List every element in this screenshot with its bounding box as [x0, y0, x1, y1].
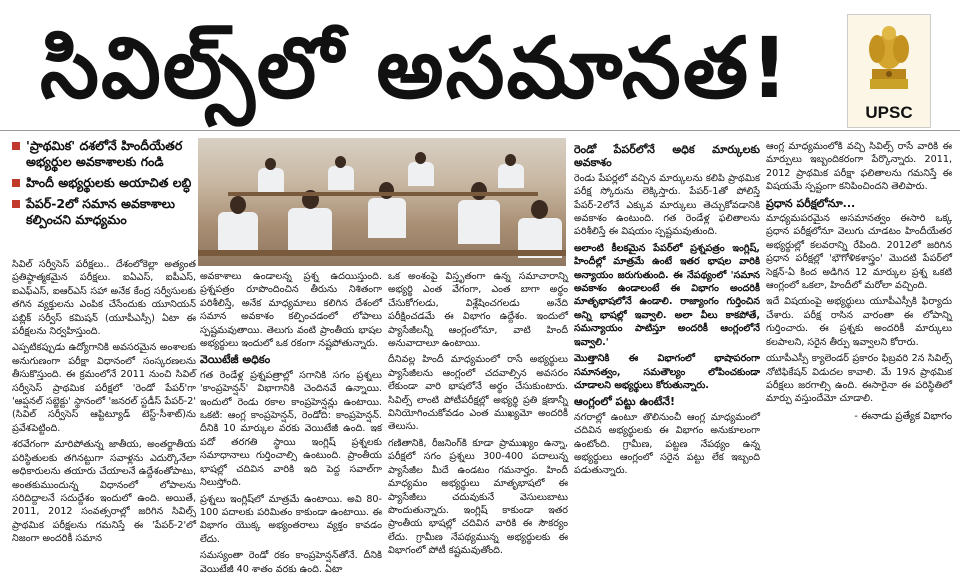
paragraph: శరవేగంగా మారిపోతున్న జాతీయ, అంతర్జాతీయ పరిస్థితులకు తగినట్టుగా సవాళ్లను ఎదుర్కొనేలా అధికారులను తయారు చేయాలనే ఉద్దేశంతోపాటు, అంతకుముందున్న విధానంలో లోపాలను సరిదిద్దాలనే సదుద్దేశం ఇందులో ఉంది. అయితే, 2011, 2012 సంవత్సరాల్లో జరిగిన సివిల్స్ ప్రాథమిక పరీక్షలను గమనిస్తే ఈ 'పేపర్-2'లో నిజంగా అందరికీ సమాన [12, 439, 196, 545]
upsc-label: UPSC [865, 103, 913, 122]
paragraph: రెండు పేపర్లలో వచ్చిన మార్కులను కలిపి ప్రాథమిక పరీక్ష స్కోరును లెక్కిస్తారు. పేపర్-1తో పోలిస్తే పేపర్-2లోనే ఎక్కువ మార్కులు తెచ్చుకోవడానికి అవకాశం ఉంటుంది. గత రెండేళ్ల ఫలితాలను పరిశీలిస్తే ఈ విషయం స్పష్టమవుతుంది. [574, 172, 760, 238]
paragraph: ఆంగ్ల మాధ్యమంలోకి వచ్చి సివిల్స్ రాసే వారికి ఈ మార్పులు ఇబ్బందికరంగా పేర్కొన్నారు. 2011, 2012 ప్రాథమిక పరీక్షా ఫలితాలను గమనిస్తే ఈ విషయమే స్పష్టంగా కనిపించిందని తెలిపారు. [766, 141, 952, 193]
highlight-item: 'ప్రాథమిక' దశలోనే హిందీయేతర అభ్యర్థుల అవకాశాలకు గండి [12, 138, 194, 170]
paragraph: సివిల్ సర్వీసెస్ పరీక్షలు.. దేశంలోకెల్లా అత్యంత ప్రతిష్ఠాత్మకమైన పరీక్షలు. ఐఏఎస్, ఐపీఎస్, ఐఎఫ్‌ఎస్, ఐఆర్‌ఎస్ సహా అనేక కేంద్ర సర్వీసులకు తగిన వ్యక్తులను ఎంపిక చేసేందుకు యూనియన్ పబ్లిక్ సర్వీస్ కమిషన్ (యూపీఎస్సీ) ఏటా ఈ పరీక్షలను నిర్వహిస్తుంది. [12, 259, 196, 338]
bullet-icon [12, 200, 20, 208]
highlights-box [12, 138, 194, 248]
paragraph: గణితానికి, రీజనింగ్‌కి కూడా ప్రాముఖ్యం ఉన్నా, పరీక్షలో సగం ప్రశ్నలు 300-400 పదాలున్న ప్యాసేజీల మీదే ఉండటం గమనార్హం. హిందీ మాధ్యమం అభ్యర్థులు మాతృభాషలో ఈ ప్యాసేజీలు చదువుకునే వెసులుబాటు పొందుతున్నారు. ఇంగ్లిష్‌ కాకుండా ఇతర ప్రాంతీయ భాషల్లో చదివిన వారికి ఈ సౌకర్యం లేదు. గ్రామీణ నేపథ్యమున్న అభ్యర్థులకు ఈ విభాగంలో పోటీ కష్టమవుతోంది. [388, 437, 568, 557]
section-subhead: ప్రధాన పరీక్షలోనూ... [766, 196, 856, 210]
bullet-icon [12, 142, 20, 150]
section-subhead: రెండో పేపర్‌లోనే అధిక మార్కులకు అవకాశం [574, 143, 760, 170]
paragraph: ఒక అంశంపై విస్తృతంగా ఉన్న సమాచారాన్ని అభ్యర్థి ఎంత వేగంగా, ఎంత బాగా అర్థం చేసుకోగలడు, విశ్లేషించగలడు అనేది పరీక్షించడమే ఈ విభాగం ఉద్దేశం. ఇందులో ప్యాసేజీలన్నీ ఆంగ్లంలోనూ, వాటి హిందీ అనువాదాలూ ఉంటాయి. [388, 271, 568, 350]
paragraph: అలాంటి కీలకమైన పేపర్‌లో ప్రశ్నపత్రం ఇంగ్లిష్, హిందీల్లో మాత్రమే ఉంటే ఇతర భాషల వారికి అన్యాయం జరుగుతుంది. ఈ నేపథ్యంలో 'సమాన అవకాశం ఉండాలంటే ఈ విభాగం అందరికీ మాతృభాషలోనే ఉండాలి. రాజ్యాంగం గుర్తించిన అన్ని భాషల్లో ఇవ్వాలి. అలా వీలు కాకపోతే, సమన్యాయం పాటిస్తూ అందరికీ ఆంగ్లంలోనే ఇవ్వాలి.' [574, 242, 760, 348]
article-column-1 [12, 258, 196, 563]
paragraph: యూపీఎస్సీ క్యాలెండర్ ప్రకారం ఫిబ్రవరి 2న సివిల్స్ నోటిఫికేషన్ విడుదల కావాలి. మే 19న ప్రాథమిక పరీక్షలు జరగాల్సి ఉంది. ఈసారైనా ఈ పరిస్థితిలో మార్పు వస్తుందేమో చూడాలి. [766, 353, 952, 405]
article-column-5 [766, 140, 952, 563]
paragraph: సమస్యంతా రెండో రకం కాంప్రహెన్షన్‌తోనే. దీనికి వెయిటేజీ 40 శాతం వరకు ఉంది. ఏటా [200, 550, 382, 575]
paragraph: ఎప్పటికప్పుడు ఉద్యోగానికి అవసరమైన అంశాలకు అనుగుణంగా పరీక్షా విధానంలో సంస్కరణలను తీసుకొస్తుంది. ఈ క్రమంలోనే 2011 నుంచి సివిల్ సర్వీసెస్ ప్రాథమిక పరీక్షలో 'రెండో పేపర్‌'గా 'ఆప్షనల్ సబ్జెక్టు' స్థానంలో 'జనరల్ స్టడీస్ పేపర్-2' (సివిల్ సర్వీసెస్ ఆప్టిట్యూడ్ టెస్ట్-సీశాట్)ను ప్రవేశపెట్టింది. [12, 342, 196, 434]
article-column-4 [574, 140, 760, 563]
paragraph: మాధ్యమపరమైన అసమానత్వం ఈసారి ఒక్క ప్రధాన పరీక్షలోనూ వెలుగు చూడటం హిందీయేతర అభ్యర్థుల్లో కలవరాన్ని రేపింది. 2012లో జరిగిన ప్రధాన పరీక్షల్లో 'భౌగోళికశాస్త్రం' మొదటి పేపర్‌లో సెక్షన్-ఏ కింద అడిగిన 12 మార్కుల ప్రశ్న ఒకటి ఆంగ్లంలో ఒకలా, హిందీలో మరోలా వచ్చింది. [766, 213, 952, 292]
paragraph: మొత్తానికి ఈ విభాగంలో భాషాపరంగా సమానత్వం, సమతౌల్యం లోపించకుండా చూడాలని అభ్యర్థులు కోరుతున్నారు. [574, 353, 760, 391]
paragraph: నగరాల్లో ఉంటూ తొలినుంచీ ఆంగ్ల మాధ్యమంలో చదివిన అభ్యర్థులకు ఈ విభాగం అనుకూలంగా ఉంటోంది. గ్రామీణ, పట్టణ నేపథ్యం ఉన్న అభ్యర్థులు ఆంగ్లంలో సరైన పట్టు లేక ఇబ్బంది పడుతున్నారు. [574, 411, 760, 477]
paragraph: ప్రశ్నలు ఇంగ్లిష్‌లో మాత్రమే ఉంటాయి. అవి 80-100 పదాలకు పరిమితం కాకుండా ఉంటాయి. ఈ విభాగం యొక్క అభ్యంతరాలు వ్యక్తం కావడం లేదు. [200, 493, 382, 545]
headline-divider [0, 130, 960, 131]
article-column-3 [388, 270, 568, 563]
bullet-icon [12, 179, 20, 187]
signoff: - ఈనాడు ప్రత్యేక విభాగం [854, 410, 952, 422]
paragraph: దీనివల్ల హిందీ మాధ్యమంలో రాసే అభ్యర్థులు ప్యాసేజీలను ఆంగ్లంలో చదవాల్సిన అవసరం లేకుండా వారి భాషలోనే అర్థం చేసుకుంటారు. సివిల్స్ లాంటి పోటీపరీక్షల్లో అభ్యర్థి ప్రతి క్షణాన్నీ వినియోగించుకోవడం ఎంత ముఖ్యమో అందరికీ తెలుసు. [388, 354, 568, 433]
section-subhead: వెయిటేజీ అధికం [200, 353, 271, 367]
section-subhead: ఆంగ్లంలో పట్టు ఉంటేనే! [574, 395, 676, 409]
paragraph: అవకాశాలు ఉండాలన్న ప్రశ్న ఉదయిస్తుంది. ప్రశ్నపత్రం రూపొందించిన తీరును నిశితంగా పరిశీలిస్తే, అనేక మాధ్యమాలు కలిగిన దేశంలో సమాన అవకాశం కల్పించడంలో లోపాలు స్పష్టమవుతాయి. తెలుగు వంటి ప్రాంతీయ భాషల అభ్యర్థులు ఇందులో ఒక రకంగా నష్టపోతున్నారు. [200, 271, 382, 350]
paragraph: ఇదే విషయంపై అభ్యర్థులు యూపీఎస్సీకి ఫిర్యాదు చేశారు. పరీక్ష రాసిన వారంతా ఈ లోపాన్ని గుర్తించారు. ఈ ప్రశ్నకు అందరికీ మార్కులు కలపాలని, సరైన తీర్పు ఇవ్వాలని కోరారు. [766, 296, 952, 348]
headline: సివిల్స్‌లో అసమానత! [40, 19, 791, 117]
paragraph: గత రెండేళ్ల ప్రశ్నపత్రాల్లో సగానికి సగం ప్రశ్నలు 'కాంప్రహెన్షన్' విభాగానికి చెందినవే ఉన్నాయి. ఇందులో రెండు రకాల కాంప్రహెన్షన్లు ఉంటాయి. ఒకటి: ఆంగ్ల కాంప్రహెన్షన్, రెండోది: కాంప్రహెన్షన్. దీనికి 10 మార్కుల వరకు వెయిటేజీ ఉంది. ఇక పదో తరగతి స్థాయి ఇంగ్లిష్ ప్రశ్నలకు సమాధానాలు గుర్తించాల్సి ఉంటుంది. ప్రాంతీయ భాషల్లో చదివిన వారికి ఇది పెద్ద సవాల్‌గా నిలుస్తోంది. [200, 369, 382, 489]
exam-hall-photo [198, 138, 566, 266]
article-column-2 [200, 270, 382, 575]
highlight-item: హిందీ అభ్యర్థులకు అయాచిత లబ్ధి [12, 175, 194, 191]
ashoka-emblem-icon [862, 21, 916, 91]
upsc-emblem [847, 14, 931, 128]
highlight-item: పేపర్-2లో సమాన అవకాశాలు కల్పించని మాధ్యమం [12, 196, 194, 228]
